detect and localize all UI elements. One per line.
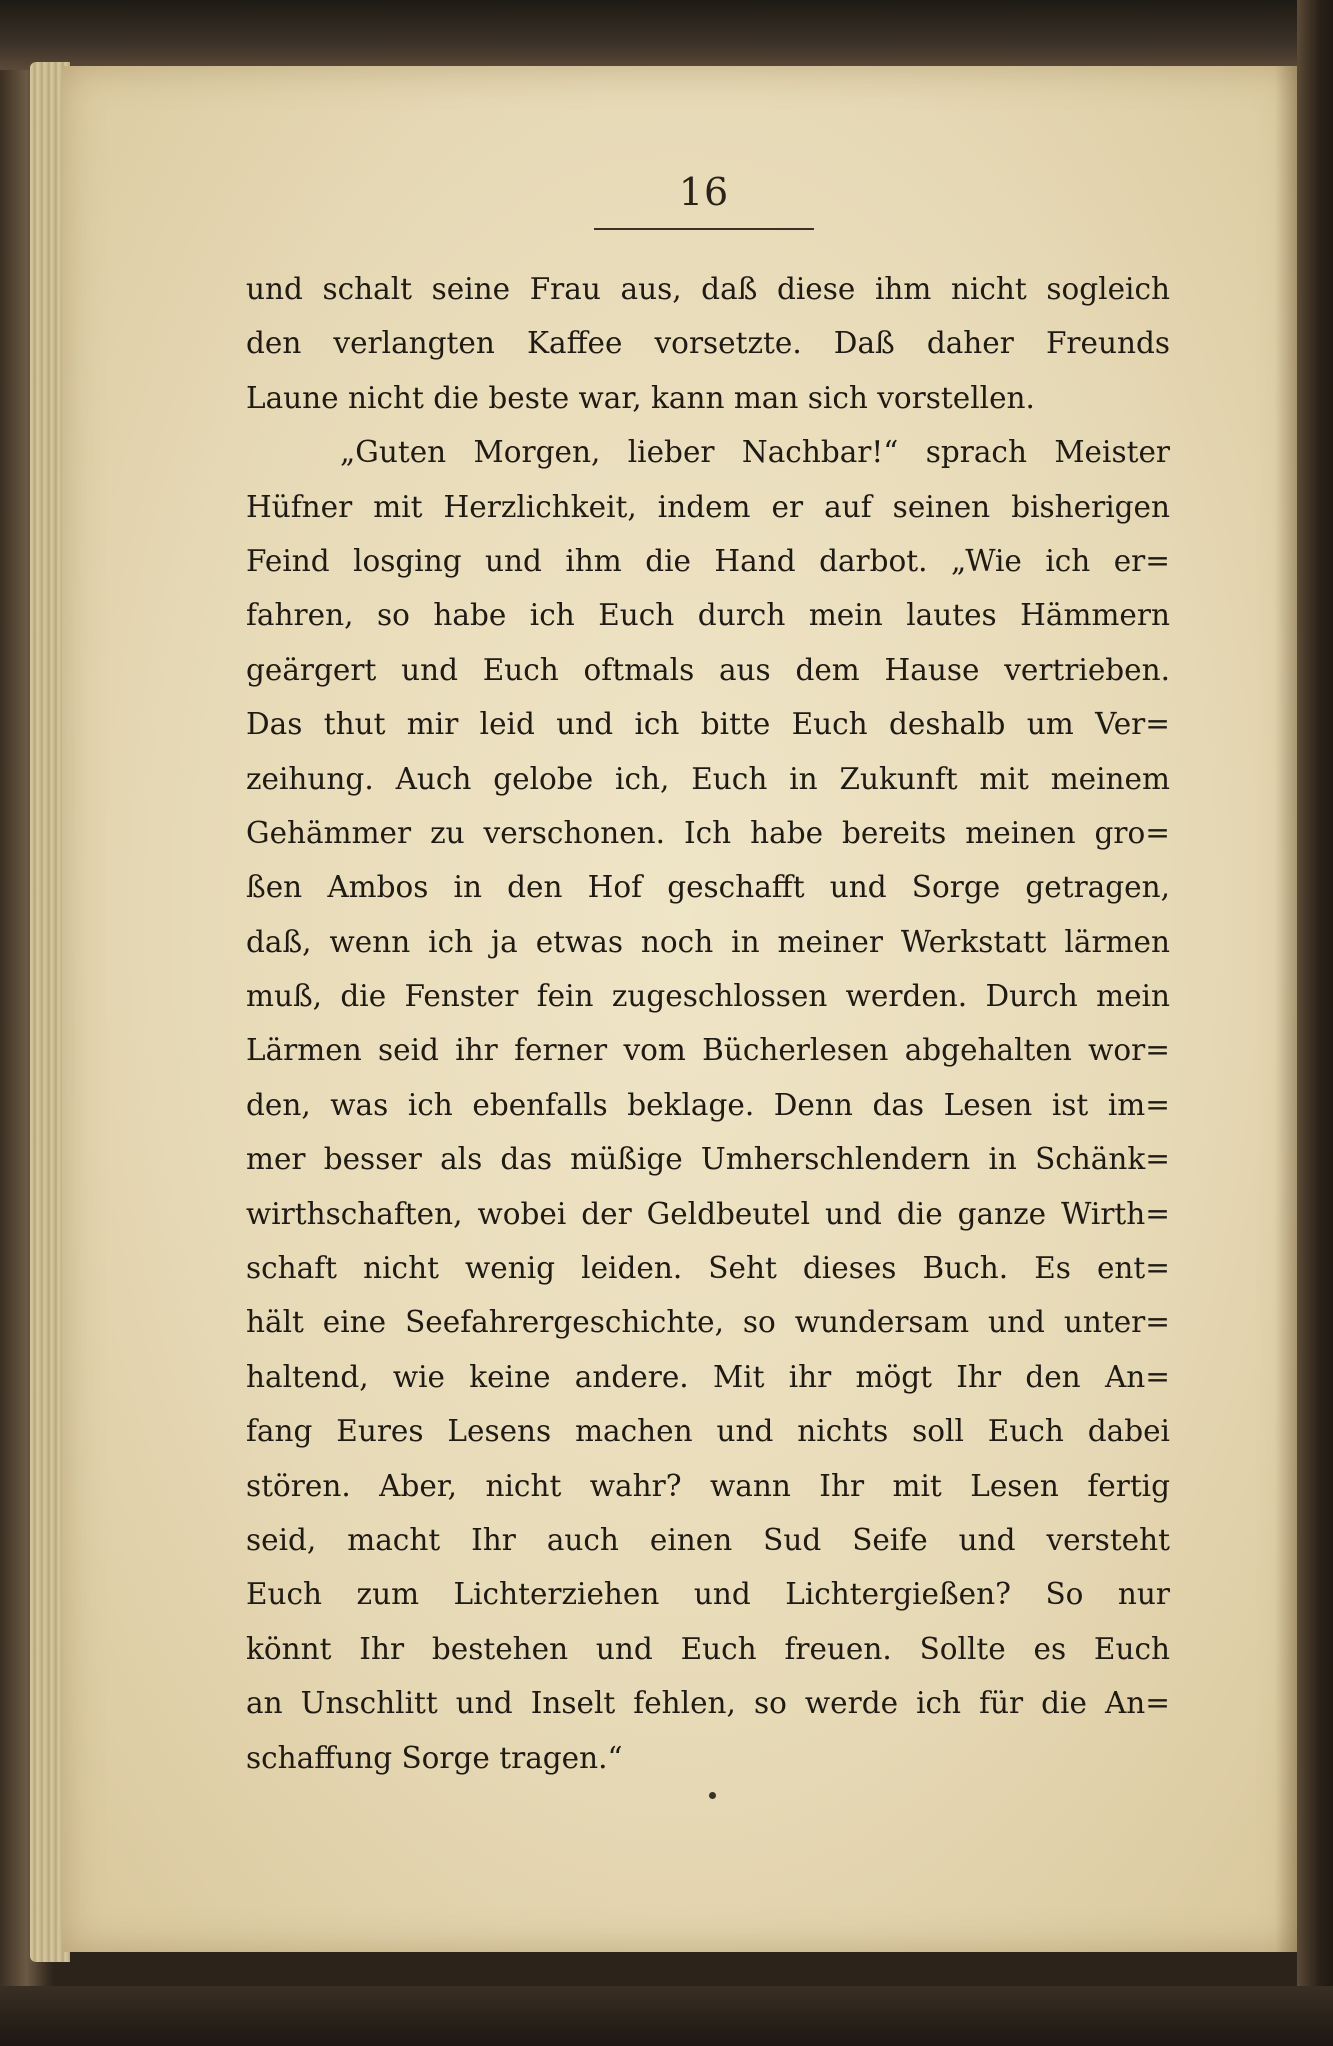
- book-cover-right-edge: [1297, 0, 1333, 2046]
- text-line: den verlangten Kaffee vorsetzte. Daß daher Freunds: [246, 326, 1170, 361]
- page-number-rule: [594, 228, 814, 230]
- body-text: [246, 262, 1170, 1785]
- page-gutter-shadow: [1275, 66, 1297, 1952]
- text-line: zeihung. Auch gelobe ich, Euch in Zukunft mit meinem: [246, 761, 1170, 796]
- ink-speck: [709, 1792, 716, 1799]
- text-line: fahren, so habe ich Euch durch mein lautes Hämmern: [246, 598, 1170, 633]
- text-line: Gehämmer zu verschonen. Ich habe bereits meinen gro=: [246, 815, 1170, 850]
- book-cover-top-edge: [0, 0, 1333, 70]
- text-line: den, was ich ebenfalls beklage. Denn das Lesen ist im=: [246, 1087, 1170, 1122]
- text-line: Euch zum Lichterziehen und Lichtergießen? So nur: [246, 1577, 1170, 1612]
- text-line: hält eine Seefahrergeschichte, so wundersam und unter=: [246, 1305, 1170, 1340]
- text-line: fang Eures Lesens machen und nichts soll Euch dabei: [246, 1414, 1170, 1449]
- book-cover-bottom-edge: [0, 1986, 1333, 2046]
- text-line: und schalt seine Frau aus, daß diese ihm nicht sogleich: [246, 272, 1170, 306]
- text-line: Hüfner mit Herzlichkeit, indem er auf seinen bisherigen: [246, 489, 1170, 524]
- page-number: 16: [678, 170, 730, 214]
- text-line: haltend, wie keine andere. Mit ihr mögt Ihr den An=: [246, 1359, 1170, 1394]
- text-line: „Guten Morgen, lieber Nachbar!“ sprach Meister: [340, 435, 1170, 470]
- text-line: daß, wenn ich ja etwas noch in meiner Werkstatt lärmen: [246, 924, 1170, 959]
- text-line: Lärmen seid ihr ferner vom Bücherlesen abgehalten wor=: [246, 1033, 1170, 1068]
- text-line: an Unschlitt und Inselt fehlen, so werde ich für die An=: [246, 1686, 1170, 1721]
- text-line: muß, die Fenster fein zugeschlossen werden. Durch mein: [246, 979, 1170, 1014]
- text-line: schaft nicht wenig leiden. Seht dieses Buch. Es ent=: [246, 1251, 1170, 1286]
- text-line: Feind losging und ihm die Hand darbot. „Wie ich er=: [246, 543, 1170, 578]
- text-line: geärgert und Euch oftmals aus dem Hause vertrieben.: [246, 652, 1170, 687]
- text-line: ßen Ambos in den Hof geschafft und Sorge getragen,: [246, 870, 1170, 905]
- text-line: wirthschaften, wobei der Geldbeutel und die ganze Wirth=: [246, 1196, 1170, 1231]
- text-line: schaffung Sorge tragen.“: [246, 1740, 623, 1775]
- text-line: Laune nicht die beste war, kann man sich vorstellen.: [246, 380, 1035, 415]
- text-line: Das thut mir leid und ich bitte Euch deshalb um Ver=: [246, 707, 1170, 742]
- text-line: mer besser als das müßige Umherschlendern in Schänk=: [246, 1142, 1170, 1177]
- text-line: seid, macht Ihr auch einen Sud Seife und versteht: [246, 1522, 1170, 1557]
- text-line: stören. Aber, nicht wahr? wann Ihr mit Lesen fertig: [246, 1468, 1170, 1503]
- text-line: könnt Ihr bestehen und Euch freuen. Sollte es Euch: [246, 1631, 1170, 1666]
